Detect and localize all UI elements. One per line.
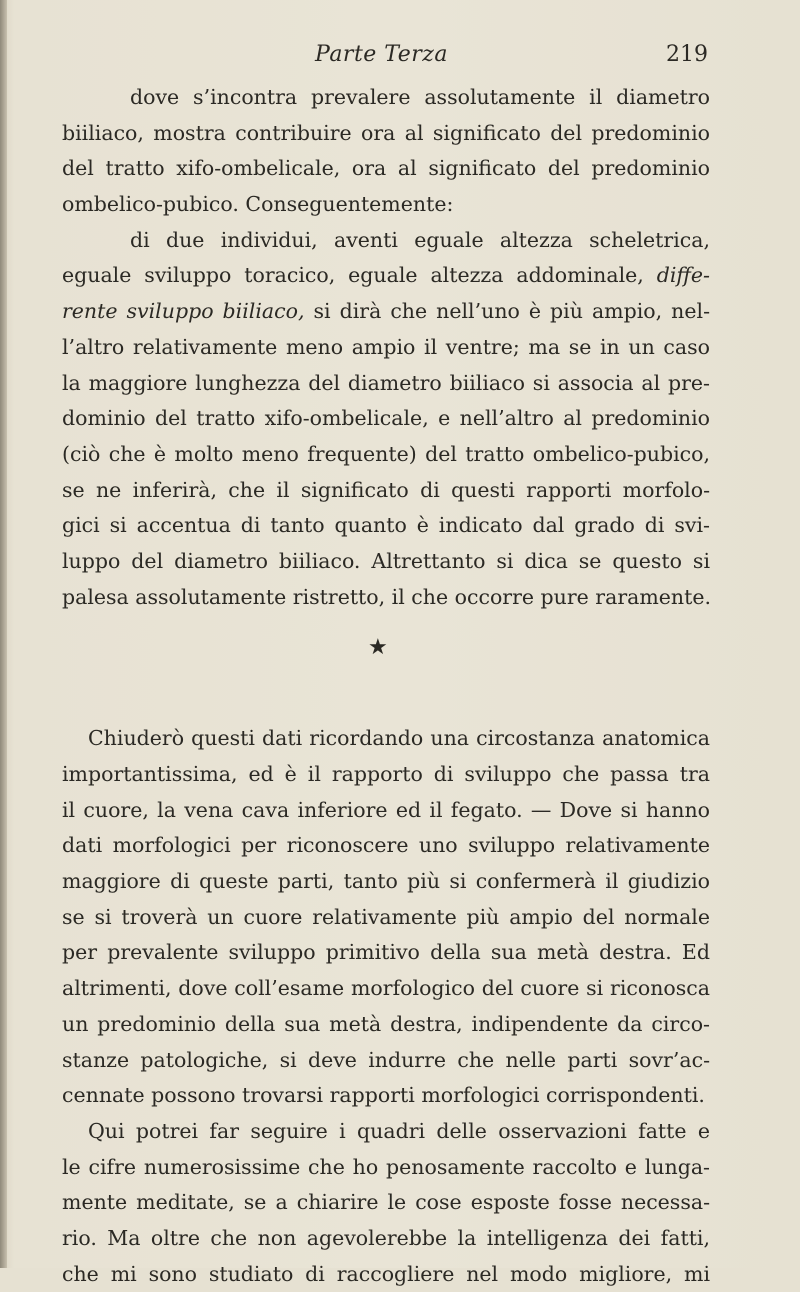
text-line: palesa assolutamente ristretto, il che occorre pure raramente. [62,584,712,609]
text-line: (ciò che è molto meno frequente) del tratto ombelico-pubico, [62,441,710,466]
text-line: rio. Ma oltre che non agevolerebbe la intelligenza dei fatti, [62,1225,710,1250]
text-line: ombelico-pubico. Conseguentemente: [62,192,454,217]
italic-term: diffe- [656,263,710,288]
section-divider [62,615,710,721]
text-line: importantissima, ed è il rapporto di sviluppo che passa tra [62,762,710,786]
page-number: 219 [666,42,708,67]
text-line: un predominio della sua metà destra, indipendente da circo- [62,1011,710,1036]
text-line: dati morfologici per riconoscere uno sviluppo relativamente [62,833,710,858]
running-head [0,42,800,78]
italic-term: rente sviluppo biiliaco, [62,299,305,324]
text-line: del tratto xifo-ombelicale, ora al significato del predominio [62,156,710,181]
text-line: le cifre numerosissime che ho penosamente raccolto e lunga- [62,1154,710,1179]
text-line: che mi sono studiato di raccogliere nel modo migliore, mi [62,1261,710,1286]
text-line: maggiore di queste parti, tanto più si confermerà il giudizio [62,869,710,894]
text-line [62,258,710,294]
running-title: Parte Terza [315,42,449,67]
text-line: l’altro relativamente meno ampio il ventre; ma se in un caso [62,334,710,359]
text-line: stanze patologiche, si deve indurre che nelle parti sovr’ac- [62,1047,710,1072]
star-ornament-icon: ★ [368,635,388,661]
page-spine-shadow [0,0,7,1268]
paragraph-2 [62,223,710,616]
paragraph-1 [62,80,710,223]
text-line: biiliaco, mostra contribuire ora al significato del predominio [62,120,710,145]
text-line: luppo del diametro biiliaco. Altrettanto si dica se questo si [62,548,710,573]
text-line: gici si accentua di tanto quanto è indicato dal grado di svi- [62,513,710,538]
body-text [62,80,710,1292]
text-line: cennate possono trovarsi rapporti morfologici corrispondenti. [62,1083,705,1108]
text-line [62,294,710,330]
text-line: la maggiore lunghezza del diametro biiliaco si associa al pre- [62,370,710,395]
paragraph-4 [62,1114,710,1292]
text-segment: eguale sviluppo toracico, eguale altezza addominale, [62,263,644,288]
text-line: per prevalente sviluppo primitivo della sua metà destra. Ed [62,940,710,965]
text-line: il cuore, la vena cava inferiore ed il fegato. — Dove si hanno [62,797,710,822]
text-line: altrimenti, dove coll’esame morfologico del cuore si riconosca [62,976,710,1001]
paragraph-3 [62,721,710,1114]
text-line: dove s’incontra prevalere assolutamente il diametro [130,85,710,109]
text-line: Chiuderò questi dati ricordando una circostanza anatomica [88,726,710,751]
text-line: se ne inferirà, che il significato di questi rapporti morfolo- [62,477,710,502]
text-line: mente meditate, se a chiarire le cose esposte fosse necessa- [62,1190,710,1215]
text-line: se si troverà un cuore relativamente più ampio del normale [62,904,710,929]
text-line: Qui potrei far seguire i quadri delle osservazioni fatte e [88,1118,710,1143]
text-line: di due individui, aventi eguale altezza scheletrica, [130,227,710,252]
text-line: dominio del tratto xifo-ombelicale, e nell’altro al predominio [62,406,710,431]
text-segment: si dirà che nell’uno è più ampio, nel- [313,299,710,324]
